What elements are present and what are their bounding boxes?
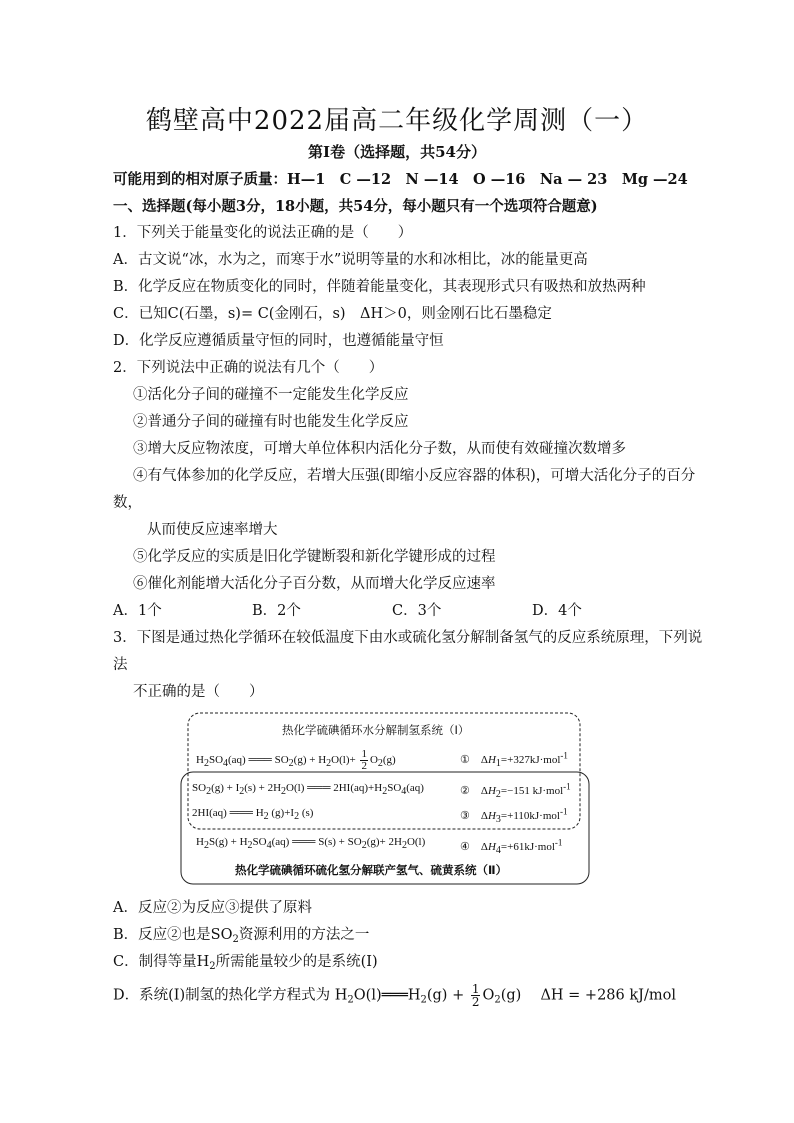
q2-statement-2: ②普通分子间的碰撞有时也能发生化学反应 xyxy=(133,414,409,430)
system-1-title: 热化学硫碘循环水分解制氢系统（Ⅰ） xyxy=(282,723,470,737)
atomic-masses-line: 可能用到的相对原子质量：H—1 C —12 N —14 O —16 Na — 23 Mg —24 xyxy=(113,171,688,188)
q2-option-a: A．1个 xyxy=(113,603,162,619)
reaction-2-label: ② $\Delta H_2=-151$ kJ·mol$^{-1}$ xyxy=(460,781,571,800)
reaction-3-label: ③ $\Delta H_3=+110kJ\cdot mol^{-1}$ xyxy=(460,806,568,825)
q3-option-a: A．反应②为反应③提供了原料 xyxy=(113,900,312,916)
q1-option-c: C．已知C(石墨，s)= C(金刚石，s) ΔH＞0，则金刚石比石墨稳定 xyxy=(113,306,552,322)
reaction-3: 2HI(aq) ═══ $H_2$ $(g)+I_2$ (s) xyxy=(192,807,314,822)
system-2-title: 热化学硫碘循环硫化氢分解联产氢气、硫黄系统（Ⅱ） xyxy=(235,863,508,877)
reaction-1-label: ① $\Delta H_1=+327kJ\cdot mol^{-1}$ xyxy=(460,750,568,769)
diagram-frames xyxy=(180,712,592,887)
section-subtitle: 第Ⅰ卷（选择题，共54分） xyxy=(308,143,486,161)
q3-option-b: B．反应②也是$SO_2$资源利用的方法之一 xyxy=(113,927,370,945)
q2-option-c: C．3个 xyxy=(392,603,442,619)
reaction-1: $H_2SO_4(aq)$ ═══ $SO_2(g) + H_2O(l)+$ $\frac{1}{2}$ $O_2(g)$ xyxy=(196,748,396,772)
q2-statement-3: ③增大反应物浓度，可增大单位体积内活化分子数，从而使有效碰撞次数增多 xyxy=(133,441,626,457)
q2-statement-1: ①活化分子间的碰撞不一定能发生化学反应 xyxy=(133,387,409,403)
q2-statement-4-cont: 数， xyxy=(113,495,142,511)
q1-stem: 1．下列关于能量变化的说法正确的是（ ） xyxy=(113,225,413,241)
q2-option-d: D．4个 xyxy=(532,603,582,619)
q2-option-b: B．2个 xyxy=(252,603,301,619)
q3-option-c: C．制得等量$H_2$所需能量较少的是系统(I) xyxy=(113,954,378,972)
q3-stem: 3．下图是通过热化学循环在较低温度下由水或硫化氢分解制备氢气的反应系统原理，下列说 xyxy=(113,630,703,646)
page-title: 鹤壁高中2022届高二年级化学周测（一） xyxy=(145,106,649,136)
q1-option-b: B．化学反应在物质变化的同时，伴随着能量变化，其表现形式只有吸热和放热两种 xyxy=(113,279,646,295)
q2-statement-4-cont2: 从而使反应速率增大 xyxy=(147,522,278,538)
reaction-4: $H_2S(g) + H_2SO_4(aq)$ ═══ $S(s) + SO_2(g)+ 2H_2O(l)$ xyxy=(196,836,426,851)
d-half-fraction: $\frac{1}{2}$ xyxy=(471,982,480,1009)
q2-stem: 2．下列说法中正确的说法有几个（ ） xyxy=(113,360,384,376)
section-instructions: 一、选择题(每小题3分，18小题，共54分，每小题只有一个选项符合题意) xyxy=(113,198,598,215)
q2-statement-4: ④有气体参加的化学反应，若增大压强(即缩小反应容器的体积)，可增大活化分子的百分 xyxy=(133,468,696,484)
q3-stem-cont2: 不正确的是（ ） xyxy=(133,684,264,700)
thermochemical-cycle-diagram xyxy=(180,712,592,887)
q3-option-d: D．系统(I)制氢的热化学方程式为 $H_2O(l)═══H_2(g)$ + $\frac{1}{2}$ $O_2(g)$ ΔH = +286 kJ/mol xyxy=(113,982,676,1009)
half-fraction: $\frac{1}{2}$ xyxy=(361,748,367,772)
reaction-4-label: ④ $\Delta H_4=+61kJ\cdot mol^{-1}$ xyxy=(460,837,563,856)
reaction-2: $SO_2(g) + I_2(s) + 2H_2O(l)$ ═══ $2HI(aq)+H_2SO_4(aq)$ xyxy=(192,782,424,797)
q2-statement-5: ⑤化学反应的实质是旧化学键断裂和新化学键形成的过程 xyxy=(133,549,496,565)
q2-statement-6: ⑥催化剂能增大活化分子百分数，从而增大化学反应速率 xyxy=(133,576,496,592)
q1-option-a: A．古文说“冰，水为之，而寒于水”说明等量的水和冰相比，冰的能量更高 xyxy=(113,252,588,268)
q3-stem-cont: 法 xyxy=(113,657,128,673)
q1-option-d: D．化学反应遵循质量守恒的同时，也遵循能量守恒 xyxy=(113,333,444,349)
